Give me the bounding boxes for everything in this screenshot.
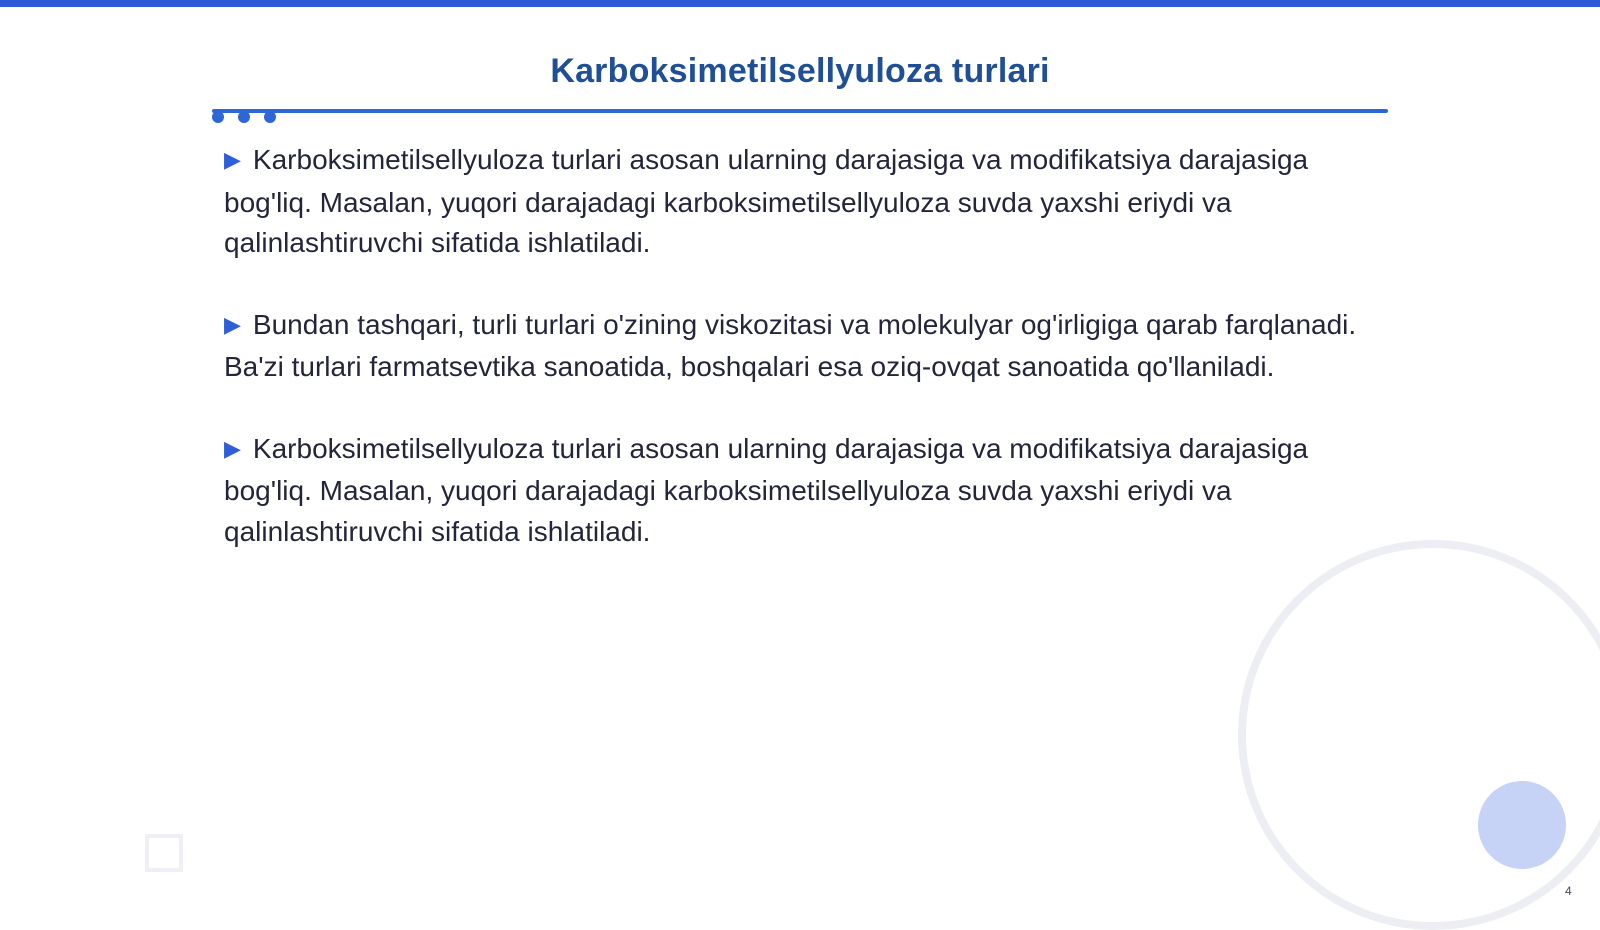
title-underline [212,109,1388,113]
top-accent-bar [0,0,1600,7]
triangle-right-icon: ▶ [224,435,241,461]
underline-dot-1 [212,111,224,123]
bullet-paragraph-2 [224,305,1374,388]
underline-dot-2 [238,111,250,123]
triangle-right-icon: ▶ [224,311,241,337]
paragraph-text: Karboksimetilsellyuloza turlari asosan ularning darajasiga va modifikatsiya darajasiga bog'liq. Masalan, yuqori darajadagi karboksimetilsellyuloza suvda yaxshi eriydi va qalinlashtiruvchi sifatida ishlatiladi. [224,144,1309,258]
slide-content [224,140,1374,593]
paragraph-text: Karboksimetilsellyuloza turlari asosan ularning darajasiga va modifikatsiya darajasiga bog'liq. Masalan, yuqori darajadagi karboksimetilsellyuloza suvda yaxshi eriydi va qalinlashtiruvchi sifatida ishlatiladi. [224,432,1309,547]
decorative-circle [1478,781,1566,869]
slide-title: Karboksimetilsellyuloza turlari [550,52,1050,90]
bullet-paragraph-1 [224,140,1374,264]
decorative-square [145,834,183,872]
triangle-right-icon: ▶ [224,147,241,172]
paragraph-text: Bundan tashqari, turli turlari o'zining viskozitasi va molekulyar og'irligiga qarab farqlanadi. Ba'zi turlari farmatsevtika sanoatida, boshqalari esa oziq-ovqat sanoatida qo'llaniladi. [224,308,1357,382]
bullet-paragraph-3 [224,429,1374,553]
underline-dot-3 [264,111,276,123]
page-number: 4 [1565,884,1572,898]
decorative-ring [1238,540,1600,930]
